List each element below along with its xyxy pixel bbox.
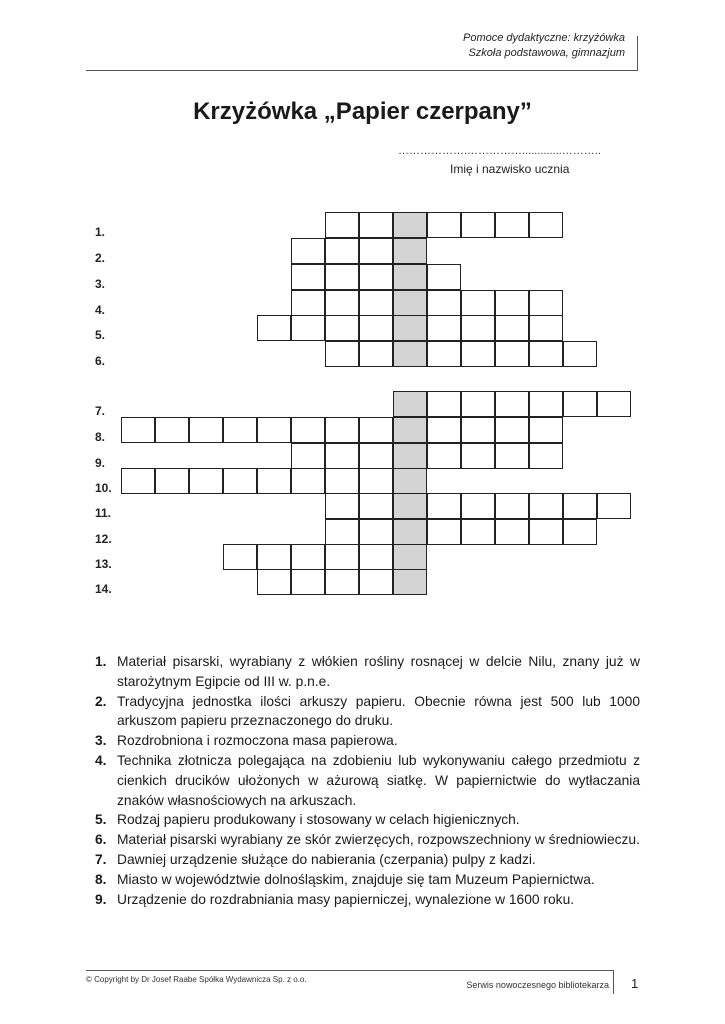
crossword-cell[interactable] <box>291 544 325 570</box>
crossword-cell[interactable] <box>461 493 495 519</box>
crossword-cell[interactable] <box>461 290 495 316</box>
crossword-cell[interactable] <box>359 264 393 290</box>
crossword-cell[interactable] <box>359 290 393 316</box>
crossword-row-number: 8. <box>95 430 106 444</box>
crossword-cell[interactable] <box>325 468 359 494</box>
crossword-cell[interactable] <box>461 212 495 238</box>
clue-number: 5. <box>95 812 107 828</box>
crossword-cell[interactable] <box>223 468 257 494</box>
crossword-row-number: 2. <box>95 251 106 265</box>
crossword-key-cell[interactable] <box>393 544 427 570</box>
crossword-cell[interactable] <box>291 569 325 595</box>
crossword-cell[interactable] <box>495 391 529 417</box>
crossword-key-cell[interactable] <box>393 417 427 443</box>
crossword-cell[interactable] <box>325 212 359 238</box>
crossword-cell[interactable] <box>495 493 529 519</box>
crossword-cell[interactable] <box>155 417 189 443</box>
clue-text: Rozdrobniona i rozmoczona masa papierowa. <box>117 733 398 749</box>
crossword-key-cell[interactable] <box>393 569 427 595</box>
crossword-cell[interactable] <box>495 417 529 443</box>
clue-item <box>95 830 640 850</box>
crossword-cell[interactable] <box>291 443 325 469</box>
crossword-cell[interactable] <box>427 417 461 443</box>
crossword-cell[interactable] <box>121 468 155 494</box>
crossword-row-number: 1. <box>95 225 106 239</box>
crossword-cell[interactable] <box>495 212 529 238</box>
crossword-cell[interactable] <box>529 443 563 469</box>
crossword-cell[interactable] <box>461 417 495 443</box>
crossword-cell[interactable] <box>325 264 359 290</box>
crossword-cell[interactable] <box>223 544 257 570</box>
crossword-key-cell[interactable] <box>393 290 427 316</box>
crossword-cell[interactable] <box>325 569 359 595</box>
crossword-key-cell[interactable] <box>393 341 427 367</box>
footer-vertical-divider <box>613 970 614 994</box>
page-title: Krzyżówka „Papier czerpany” <box>193 98 532 125</box>
footer-divider <box>86 970 613 971</box>
crossword-key-cell[interactable] <box>393 391 427 417</box>
clue-number: 2. <box>95 693 107 709</box>
clue-number: 8. <box>95 871 107 887</box>
service-name: Serwis nowoczesnego bibliotekarza <box>466 980 609 990</box>
clue-text: Tradycyjna jednostka ilości arkuszy papieru. Obecnie równa jest 500 lub 1000 arkuszom papieru przeznaczonego do druku. <box>117 693 640 729</box>
crossword-cell[interactable] <box>563 519 597 545</box>
clue-item <box>95 731 640 751</box>
clue-number: 7. <box>95 851 107 867</box>
clue-item <box>95 751 640 810</box>
crossword-cell[interactable] <box>427 493 461 519</box>
clue-item <box>95 810 640 830</box>
crossword-cell[interactable] <box>359 417 393 443</box>
clue-item <box>95 890 640 910</box>
crossword-cell[interactable] <box>359 569 393 595</box>
clue-list <box>95 652 640 909</box>
crossword-key-cell[interactable] <box>393 443 427 469</box>
clue-item <box>95 692 640 732</box>
crossword-cell[interactable] <box>359 519 393 545</box>
crossword-cell[interactable] <box>495 341 529 367</box>
crossword-cell[interactable] <box>325 417 359 443</box>
crossword-cell[interactable] <box>427 443 461 469</box>
crossword-cell[interactable] <box>461 443 495 469</box>
crossword-cell[interactable] <box>291 417 325 443</box>
crossword-row-number: 11. <box>95 506 112 520</box>
crossword-cell[interactable] <box>325 544 359 570</box>
clue-number: 3. <box>95 733 107 749</box>
crossword-cell[interactable] <box>427 519 461 545</box>
crossword-cell[interactable] <box>563 391 597 417</box>
crossword-row-number: 13. <box>95 557 112 571</box>
crossword-cell[interactable] <box>257 544 291 570</box>
crossword-key-cell[interactable] <box>393 315 427 341</box>
crossword-cell[interactable] <box>359 315 393 341</box>
clue-number: 1. <box>95 654 107 669</box>
crossword-cell[interactable] <box>529 519 563 545</box>
crossword-row-number: 9. <box>95 456 106 470</box>
crossword-cell[interactable] <box>529 315 563 341</box>
crossword-cell[interactable] <box>529 290 563 316</box>
crossword-cell[interactable] <box>427 212 461 238</box>
clue-text: Materiał pisarski, wyrabiany z włókien rośliny rosnącej w delcie Nilu, znany już w starożytnym Egipcie od III w. p.n.e. <box>117 654 640 689</box>
page-number: 1 <box>631 976 639 991</box>
crossword-cell[interactable] <box>325 341 359 367</box>
crossword-cell[interactable] <box>427 341 461 367</box>
crossword-cell[interactable] <box>427 264 461 290</box>
crossword-cell[interactable] <box>359 341 393 367</box>
clue-item <box>95 652 640 692</box>
crossword-cell[interactable] <box>563 341 597 367</box>
crossword-cell[interactable] <box>325 238 359 264</box>
crossword-cell[interactable] <box>121 417 155 443</box>
crossword-cell[interactable] <box>291 315 325 341</box>
crossword-cell[interactable] <box>325 290 359 316</box>
crossword-cell[interactable] <box>495 519 529 545</box>
crossword-cell[interactable] <box>325 493 359 519</box>
crossword-cell[interactable] <box>257 417 291 443</box>
crossword-cell[interactable] <box>495 443 529 469</box>
crossword-cell[interactable] <box>155 468 189 494</box>
crossword-row-number: 10. <box>95 481 112 495</box>
crossword-row-number: 7. <box>95 404 106 418</box>
clue-number: 9. <box>95 891 107 907</box>
crossword-cell[interactable] <box>529 341 563 367</box>
clue-text: Miasto w województwie dolnośląskim, znajduje się tam Muzeum Papiernictwa. <box>117 871 595 887</box>
student-name-label: Imię i nazwisko ucznia <box>450 162 570 176</box>
crossword-key-cell[interactable] <box>393 493 427 519</box>
crossword-cell[interactable] <box>529 391 563 417</box>
clue-number: 6. <box>95 832 107 848</box>
crossword-cell[interactable] <box>427 391 461 417</box>
crossword-cell[interactable] <box>461 519 495 545</box>
crossword-cell[interactable] <box>461 315 495 341</box>
crossword-cell[interactable] <box>461 341 495 367</box>
header-divider <box>86 70 638 71</box>
clue-text: Technika złotnicza polegająca na zdobieniu lub wykonywaniu całego przedmiotu z cienkich drucików ułożonych w ażurową siatkę. W papiernictwie do wytłaczania znaków własnościowych na arkuszach. <box>117 752 640 808</box>
crossword-cell[interactable] <box>597 493 631 519</box>
crossword-cell[interactable] <box>291 468 325 494</box>
crossword-cell[interactable] <box>495 315 529 341</box>
clue-item <box>95 870 640 890</box>
crossword-key-cell[interactable] <box>393 212 427 238</box>
student-name-field[interactable]: ……………….…………….............……….. <box>398 145 601 157</box>
crossword-cell[interactable] <box>359 212 393 238</box>
crossword-cell[interactable] <box>359 544 393 570</box>
crossword-cell[interactable] <box>359 493 393 519</box>
crossword-cell[interactable] <box>597 391 631 417</box>
crossword-row-number: 14. <box>95 582 112 596</box>
crossword-key-cell[interactable] <box>393 238 427 264</box>
crossword-cell[interactable] <box>189 417 223 443</box>
crossword-cell[interactable] <box>325 443 359 469</box>
crossword-cell[interactable] <box>223 417 257 443</box>
crossword-key-cell[interactable] <box>393 519 427 545</box>
crossword-cell[interactable] <box>529 417 563 443</box>
header-school-level: Szkoła podstawowa, gimnazjum <box>468 47 625 59</box>
clue-text: Dawniej urządzenie służące do nabierania (czerpania) pulpy z kadzi. <box>117 851 536 867</box>
crossword-cell[interactable] <box>359 238 393 264</box>
crossword-cell[interactable] <box>461 391 495 417</box>
crossword-cell[interactable] <box>563 493 597 519</box>
crossword-cell[interactable] <box>325 519 359 545</box>
clue-text: Rodzaj papieru produkowany i stosowany w celach higienicznych. <box>117 812 520 828</box>
crossword-row-number: 3. <box>95 277 106 291</box>
crossword-cell[interactable] <box>325 315 359 341</box>
crossword-cell[interactable] <box>291 290 325 316</box>
crossword-cell[interactable] <box>529 212 563 238</box>
clue-item <box>95 850 640 870</box>
crossword-cell[interactable] <box>427 290 461 316</box>
crossword-key-cell[interactable] <box>393 264 427 290</box>
crossword-cell[interactable] <box>359 468 393 494</box>
crossword-cell[interactable] <box>257 315 291 341</box>
crossword-cell[interactable] <box>257 569 291 595</box>
crossword-cell[interactable] <box>189 468 223 494</box>
crossword-cell[interactable] <box>359 443 393 469</box>
crossword-row-number: 6. <box>95 354 106 368</box>
clue-text: Urządzenie do rozdrabniania masy papierniczej, wynalezione w 1600 roku. <box>117 891 575 907</box>
crossword-row-number: 12. <box>95 532 112 546</box>
crossword-cell[interactable] <box>291 238 325 264</box>
crossword-cell[interactable] <box>427 315 461 341</box>
crossword-cell[interactable] <box>257 468 291 494</box>
copyright-notice: © Copyright by Dr Josef Raabe Spółka Wydawnicza Sp. z o.o. <box>86 975 307 984</box>
header-subject: Pomoce dydaktyczne: krzyżówka <box>462 32 625 44</box>
crossword-cell[interactable] <box>529 493 563 519</box>
crossword-row-number: 5. <box>95 328 106 342</box>
crossword-cell[interactable] <box>291 264 325 290</box>
crossword-cell[interactable] <box>495 290 529 316</box>
crossword-key-cell[interactable] <box>393 468 427 494</box>
header-vertical-divider <box>637 36 638 70</box>
clue-text: Materiał pisarski wyrabiany ze skór zwierzęcych, rozpowszechniony w średniowieczu. <box>117 832 640 848</box>
crossword-row-number: 4. <box>95 303 106 317</box>
clue-number: 4. <box>95 752 107 768</box>
